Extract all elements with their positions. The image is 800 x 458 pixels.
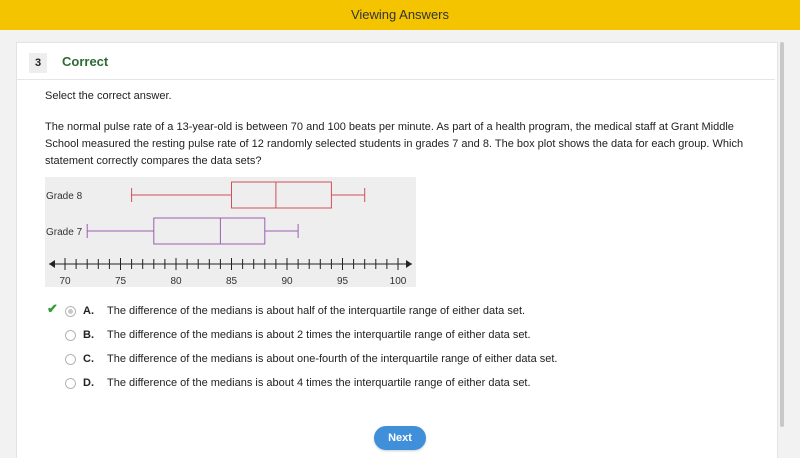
correct-check-icon: ✔ xyxy=(47,301,58,316)
question-prompt: Select the correct answer. xyxy=(45,90,172,102)
next-button[interactable]: Next xyxy=(374,426,426,450)
choice-a[interactable] xyxy=(45,303,745,327)
series-label: Grade 8 xyxy=(46,191,83,202)
choice-text: The difference of the medians is about 4 times the interquartile range of either data set. xyxy=(107,377,531,389)
divider xyxy=(17,79,775,80)
choice-d[interactable] xyxy=(45,375,745,399)
tick-label: 100 xyxy=(389,276,407,287)
choice-letter: A. xyxy=(83,305,94,317)
question-number: 3 xyxy=(29,53,47,73)
tick-label: 75 xyxy=(114,276,127,287)
tick-label: 80 xyxy=(170,276,182,287)
radio-button[interactable] xyxy=(65,354,76,365)
page-title: Viewing Answers xyxy=(350,7,450,22)
choice-b[interactable] xyxy=(45,327,745,351)
box-plot-svg xyxy=(45,177,416,287)
tick-label: 95 xyxy=(336,276,349,287)
choice-c[interactable] xyxy=(45,351,745,375)
choice-text: The difference of the medians is about half of the interquartile range of either data set. xyxy=(107,305,526,317)
tick-label: 85 xyxy=(225,276,238,287)
series-label: Grade 7 xyxy=(46,227,83,238)
choice-text: The difference of the medians is about 2 times the interquartile range of either data set. xyxy=(107,329,531,341)
box-plot xyxy=(45,177,416,292)
radio-button[interactable] xyxy=(65,378,76,389)
choice-letter: C. xyxy=(83,353,94,365)
question-text: The normal pulse rate of a 13-year-old is between 70 and 100 beats per minute. As part of a health program, the medical staff at Grant Middle School measured the resting pulse rate of 12 randomly selected students in grades 7 and 8. The box plot shows the data for each group. Which statement correctly compares the data sets? xyxy=(45,121,744,167)
radio-button[interactable] xyxy=(65,330,76,341)
scrollbar[interactable] xyxy=(780,42,784,427)
choice-letter: D. xyxy=(83,377,94,389)
tick-label: 70 xyxy=(59,276,71,287)
status-label: Correct xyxy=(62,54,109,69)
top-bar xyxy=(0,0,800,30)
radio-button[interactable] xyxy=(65,306,76,317)
choice-letter: B. xyxy=(83,329,94,341)
tick-label: 90 xyxy=(281,276,293,287)
choice-text: The difference of the medians is about one-fourth of the interquartile range of either data set. xyxy=(107,353,558,365)
answer-choices xyxy=(45,303,745,399)
plot-background xyxy=(45,177,416,287)
